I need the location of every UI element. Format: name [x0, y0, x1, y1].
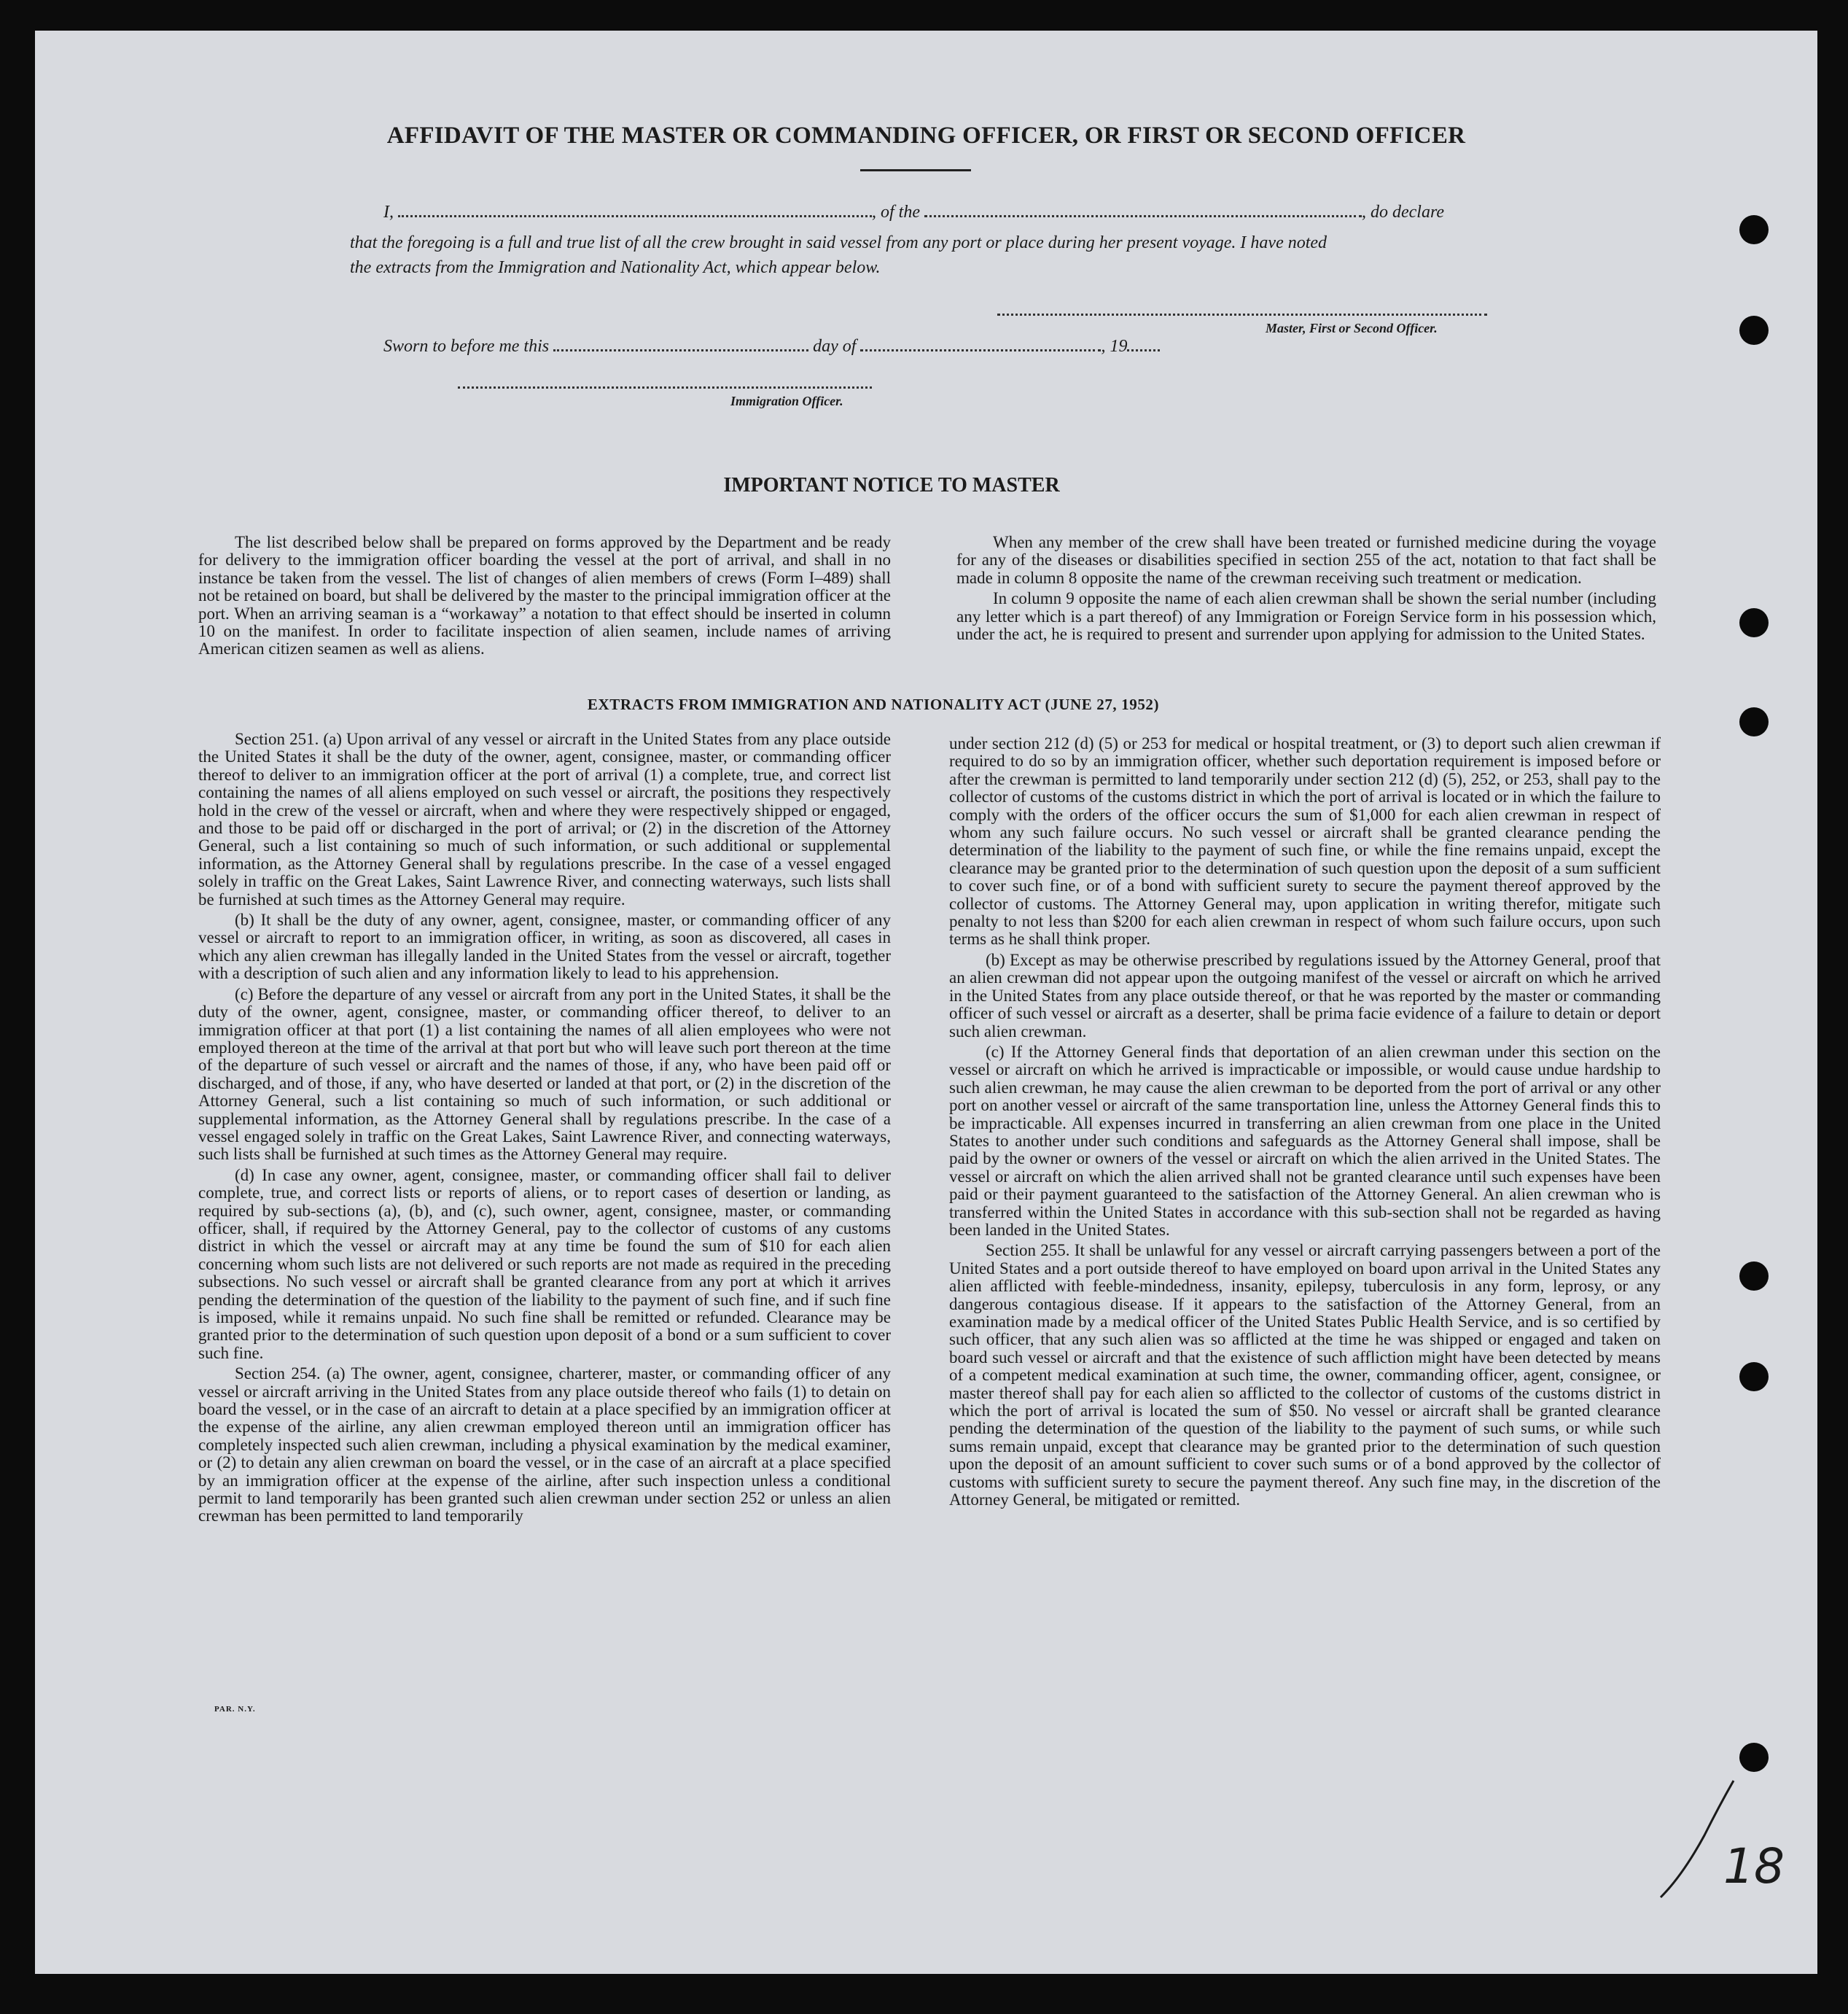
name-field[interactable] — [398, 215, 872, 217]
notice-left-paragraph: The list described below shall be prepared on forms approved by the Department and be ready for delivery to the immigration officer boarding the vessel at the port of arrival, and shall in no instance be taken from the vessel. The list of changes of alien members of crews (Form I–489) shall not be retained on board, but shall be delivered by the master to the principal immigration officer at the port. When an arriving seaman is a “workaway” a notation to that effect should be inserted in column 10 on the manifest. In order to facilitate inspection of alien seamen, include names of arriving American citizen seamen as well as aliens. — [198, 533, 891, 658]
printer-mark: PAR. N.Y. — [214, 1705, 256, 1714]
punch-hole — [1739, 1743, 1769, 1772]
of-the-label: , of the — [872, 203, 920, 222]
section-254b: (b) Except as may be otherwise prescribed by regulations issued by the Attorney General, proof that an alien crewman did not appear upon the outgoing manifest of the vessel or aircraft on which he arrived in the United States from any place outside thereof, or that he was reported by the master or commanding officer of such vessel or aircraft as a deserter, shall be prima facie evidence of a failure to detain or deport such alien crewman. — [949, 950, 1661, 1041]
punch-hole — [1739, 316, 1769, 345]
declaration-statement — [350, 230, 1524, 280]
sworn-label: Sworn to before me this — [383, 337, 550, 356]
extracts-title: EXTRACTS FROM IMMIGRATION AND NATIONALITY ACT (JUNE 27, 1952) — [587, 696, 1160, 713]
extracts-right-column — [949, 735, 1661, 1509]
section-255: Section 255. It shall be unlawful for any vessel or aircraft carrying passengers between a port of the United States and a port outside thereof to have employed on board upon arrival in the United States any alien afflicted with feeble-mindedness, insanity, epilepsy, tuberculosis in any form, leprosy, or any dangerous contagious disease. If it appears to the satisfaction of the Attorney General, from an examination made by a medical officer of the United States Public Health Service, and is so certified by such officer, that any such alien was so afflicted at the time he was shipped or engaged and taken on board such vessel or aircraft and that the existence of such affliction might have been detected by means of a competent medical examination at such time, the owner, commanding officer, agent, consignee, or master thereof shall pay for each alien so afflicted to the collector of customs of the customs district in which the port of arrival is located the sum of $50. No vessel or aircraft shall be granted clearance pending the determination of the question of the liability to the payment of such sums, or while such sums remain unpaid, except that clearance may be granted prior to the determination of such question upon the deposit of an amount sufficient to cover such sums or of a bond approved by the collector of customs with sufficient surety to secure the payment thereof. Any such fine may, in the discretion of the Attorney General, be mitigated or remitted. — [949, 1241, 1661, 1509]
notice-title: IMPORTANT NOTICE TO MASTER — [723, 474, 1060, 497]
section-254a-continued: under section 212 (d) (5) or 253 for medical or hospital treatment, or (3) to deport such alien crewman if required to do so by an immigration officer, whether such deportation requirement is imposed before or after the crewman is permitted to land temporarily under section 212 (d) (5), 252, or 253, shall pay to the collector of customs of the customs district in which the port of arrival is located or in which the failure to comply with the orders of the officer occurs the sum of $1,000 for each alien crewman in respect of whom any such failure occurs. No such vessel or aircraft shall be granted clearance pending the determination of the liability to the payment of such fine, or while the fine remains unpaid, except the clearance may be granted prior to the determination of such question upon the deposit of a sum sufficient to cover such fine, or of a bond with sufficient surety to secure the payment thereof approved by the collector of customs. The Attorney General may, upon application in writing therefor, mitigate such penalty to not less than $200 for each alien crewman in respect of whom such failure occurs, upon such terms as he shall think proper. — [949, 734, 1661, 949]
handwritten-number-text: 18 — [1723, 1838, 1785, 1894]
notice-right-paragraph-1: When any member of the crew shall have been treated or furnished medicine during the voyage for any of the diseases or disabilities specified in section 255 of the act, notation to that fact shall be made in column 8 opposite the name of the crewman receiving such treatment or medication. — [956, 533, 1656, 587]
section-254c: (c) If the Attorney General finds that deportation of an alien crewman under this section on the vessel or aircraft on which he arrived is impracticable or impossible, or would cause undue hardship to such alien crewman, he may cause the alien crewman to be deported from the port of arrival or any other port on another vessel or aircraft of the same transportation line, unless the Attorney General finds this to be impracticable. All expenses incurred in transferring an alien crewman from one place in the United States to another under such conditions and safeguards as the Attorney General shall impose, shall be paid by the owner or owners of the vessel or aircraft on which the alien arrived in the United States. The vessel or aircraft on which the alien arrived shall not be granted clearance until such expenses have been paid or their payment guaranteed to the satisfaction of the Attorney General. An alien crewman who is transferred within the United States in accordance with this sub-section shall not be regarded as having been landed in the United States. — [949, 1042, 1661, 1239]
handwritten-slash-stroke — [1661, 1781, 1734, 1897]
punch-hole — [1739, 608, 1769, 637]
master-signature-field[interactable] — [997, 314, 1487, 316]
notice-right-column — [956, 534, 1656, 643]
section-251a: Section 251. (a) Upon arrival of any vessel or aircraft in the United States from any place outside the United States it shall be the duty of the owner, agent, consignee, master, or commanding officer thereof to deliver to an immigration officer at the port of arrival (1) a complete, true, and correct list containing the names of all aliens employed on such vessel or aircraft, the positions they respectively hold in the crew of the vessel or aircraft, when and where they were respectively shipped or engaged, and those to be paid off or discharged in the port of arrival; or (2) in the discretion of the Attorney General, such a list containing so much of such information, or such additional or supplemental information, as the Attorney General shall by regulations prescribe. In the case of a vessel engaged solely in traffic on the Great Lakes, Saint Lawrence River, and connecting waterways, such lists shall be furnished at such times as the Attorney General may require. — [198, 730, 891, 909]
section-251d: (d) In case any owner, agent, consignee, master, or commanding officer shall fail to deliver complete, true, and correct lists or reports of aliens, or to report cases of desertion or landing, as required by sub-sections (a), (b), and (c), such owner, agent, consignee, master, or commanding officer, shall, if required by the Attorney General, pay to the collector of customs of any customs district in which the vessel or aircraft may at any time be found the sum of $10 for each alien concerning whom such lists are not delivered or such reports are not made as required in the preceding subsections. No such vessel or aircraft shall be granted clearance from any port at which it arrives pending the determination of the question of the liability to the payment of such fine, and if such fine is imposed, while it remains unpaid. No such fine shall be remitted or refunded. Clearance may be granted prior to the determination of such question upon deposit of a bond or a sum sufficient to cover such fine. — [198, 1165, 891, 1362]
section-251c: (c) Before the departure of any vessel or aircraft from any port in the United States, it shall be the duty of the owner, agent, consignee, master, or commanding officer thereof, to deliver to an immigration officer at that port (1) a list containing the names of all alien employees who were not employed thereon at the time of the arrival at that port but who will leave such port thereon at the time of the departure of such vessel or aircraft and the names of those, if any, who have been paid off or discharged, and of those, if any, who have deserted or landed at that port, or (2) in the discretion of the Attorney General, such a list containing so much of such information, or such additional or supplemental information, as the Attorney General shall by regulations prescribe. In the case of a vessel engaged solely in traffic on the Great Lakes, Saint Lawrence River, and connecting waterways, such lists shall be furnished at such times as the Attorney General may require. — [198, 984, 891, 1164]
sworn-line — [383, 337, 1331, 357]
section-254a: Section 254. (a) The owner, agent, consignee, charterer, master, or commanding officer of any vessel or aircraft arriving in the United States from any place outside thereof who fails (1) to detain on board the vessel, or in the case of an aircraft to detain at a place specified by an immigration officer at the expense of the airline, any alien crewman employed thereon until an immigration officer has completely inspected such alien crewman, including a physical examination by the medical examiner, or (2) to detain any alien crewman on board the vessel, or in the case of an aircraft at a place specified by an immigration officer at the expense of the airline, after such inspection unless a conditional permit to land temporarily has been granted such alien crewman under section 252 or unless an alien crewman has been permitted to land temporarily — [198, 1364, 891, 1525]
section-251b: (b) It shall be the duty of any owner, agent, consignee, master, or commanding officer of any vessel or aircraft to report to an immigration officer, in writing, as soon as discovered, all cases in which any alien crewman has illegally landed in the United States from the vessel or aircraft, together with a description of such alien and any information likely to lead to his apprehension. — [198, 911, 891, 983]
punch-hole — [1739, 1362, 1769, 1391]
declaration-line — [383, 203, 1521, 222]
punch-hole — [1739, 707, 1769, 736]
vessel-field[interactable] — [924, 215, 1362, 217]
master-signature-caption: Master, First or Second Officer. — [1266, 321, 1438, 335]
notice-left-column — [198, 534, 891, 658]
statement-line-1: that the foregoing is a full and true list of all the crew brought in said vessel from any port or place during her present voyage. I have noted — [350, 233, 1327, 252]
title-underline — [860, 169, 971, 171]
sworn-day-field[interactable] — [553, 349, 808, 351]
statement-line-2: the extracts from the Immigration and Nationality Act, which appear below. — [350, 258, 881, 277]
extracts-left-column — [198, 731, 891, 1525]
punch-hole — [1739, 215, 1769, 244]
notice-right-paragraph-2: In column 9 opposite the name of each alien crewman shall be shown the serial number (including any letter which is a part thereof) of any Immigration or Foreign Service form in his possession which, under the act, he is required to present and surrender upon applying for admission to the United States. — [956, 589, 1656, 644]
sworn-month-field[interactable] — [860, 349, 1101, 351]
i-label: I, — [383, 203, 394, 222]
do-declare-label: , do declare — [1362, 203, 1445, 222]
handwritten-page-number — [1653, 1766, 1799, 1905]
affidavit-title: AFFIDAVIT OF THE MASTER OR COMMANDING OFFICER, OR FIRST OR SECOND OFFICER — [386, 123, 1466, 149]
document-page — [35, 31, 1817, 1974]
immigration-officer-signature-field[interactable] — [458, 386, 872, 389]
punch-hole — [1739, 1261, 1769, 1291]
immigration-officer-caption: Immigration Officer. — [730, 394, 843, 408]
sworn-year-field[interactable] — [1127, 349, 1160, 351]
day-of-label: day of — [813, 337, 857, 356]
year-prefix: , 19 — [1101, 337, 1128, 356]
